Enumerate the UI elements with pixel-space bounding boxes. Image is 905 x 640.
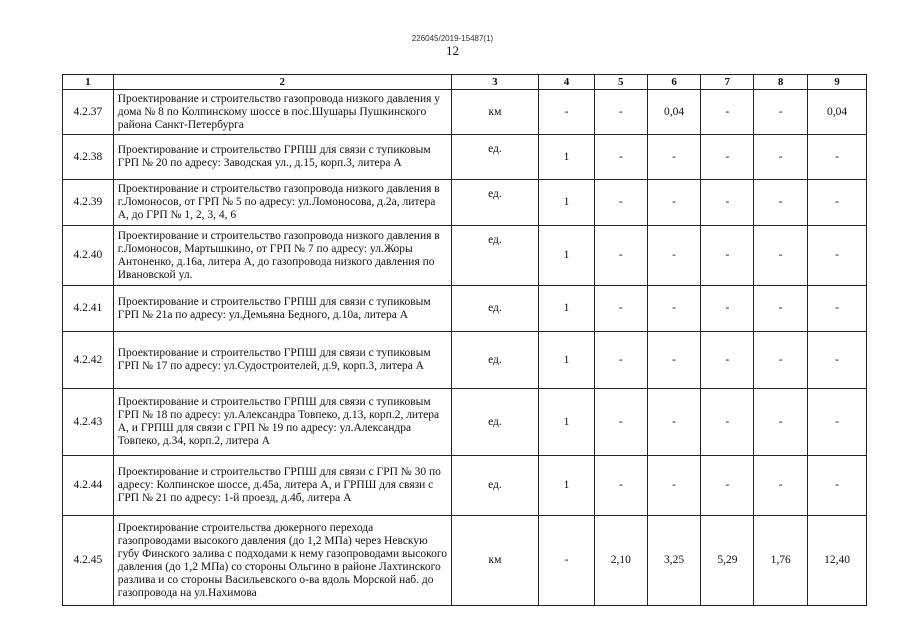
row-value: - [701, 226, 754, 286]
row-value: - [647, 286, 701, 332]
row-value: - [701, 332, 754, 389]
row-number: 4.2.42 [63, 332, 114, 389]
row-value: - [808, 135, 867, 180]
row-value: - [594, 456, 647, 516]
row-unit: ед. [451, 456, 538, 516]
row-value: - [808, 456, 867, 516]
column-header: 4 [539, 75, 595, 90]
row-unit: ед. [451, 389, 538, 456]
row-unit: км [451, 516, 538, 606]
row-value: - [701, 90, 754, 135]
row-value: - [594, 226, 647, 286]
row-value: 1 [539, 135, 595, 180]
row-value: - [754, 286, 808, 332]
row-value: - [594, 332, 647, 389]
row-value: - [701, 135, 754, 180]
row-number: 4.2.40 [63, 226, 114, 286]
table-row [63, 389, 867, 456]
row-description: Проектирование и строительство газопровода низкого давления у дома № 8 по Колпинскому шоссе в пос.Шушары Пушкинского района Санкт-Петербурга [113, 90, 451, 135]
table-row [63, 286, 867, 332]
row-value: - [754, 180, 808, 226]
column-header: 5 [594, 75, 647, 90]
row-description: Проектирование и строительство ГРПШ для связи с тупиковым ГРП № 21а по адресу: ул.Демьяна Бедного, д.10а, литера А [113, 286, 451, 332]
row-value: 0,04 [808, 90, 867, 135]
row-number: 4.2.44 [63, 456, 114, 516]
row-value: - [701, 389, 754, 456]
row-value: - [808, 286, 867, 332]
row-number: 4.2.41 [63, 286, 114, 332]
row-unit: ед. [451, 135, 538, 180]
row-value: - [808, 180, 867, 226]
row-value: 0,04 [647, 90, 701, 135]
row-description: Проектирование и строительство газопровода низкого давления в г.Ломоносов, от ГРП № 5 по адресу: ул.Ломоносова, д.2а, литера А, до ГРП № 1, 2, 3, 4, 6 [113, 180, 451, 226]
row-description: Проектирование строительства дюкерного перехода газопроводами высокого давления (до 1,2 МПа) через Невскую губу Финского залива с подходами к нему газопроводами высокого давления (до 1,2 МПа) со стороны Ольгино в районе Лахтинского разлива и со стороны Васильевского о-ва вдоль Морской наб. до газопровода на ул.Нахимова [113, 516, 451, 606]
row-value: - [808, 332, 867, 389]
table-row [63, 180, 867, 226]
row-value: - [808, 389, 867, 456]
column-header: 2 [113, 75, 451, 90]
row-value: 1,76 [754, 516, 808, 606]
row-value: 1 [539, 389, 595, 456]
row-value: 1 [539, 332, 595, 389]
row-value: - [754, 332, 808, 389]
row-value: - [754, 226, 808, 286]
row-value: - [594, 135, 647, 180]
row-value: - [594, 389, 647, 456]
row-number: 4.2.39 [63, 180, 114, 226]
row-value: - [701, 180, 754, 226]
row-value: 1 [539, 456, 595, 516]
table-row [63, 135, 867, 180]
table-row [63, 90, 867, 135]
column-header: 8 [754, 75, 808, 90]
row-value: - [754, 135, 808, 180]
table-row [63, 226, 867, 286]
column-header: 3 [451, 75, 538, 90]
row-unit: км [451, 90, 538, 135]
row-value: 1 [539, 226, 595, 286]
row-number: 4.2.43 [63, 389, 114, 456]
table-row [63, 332, 867, 389]
row-value: 12,40 [808, 516, 867, 606]
row-value: - [647, 226, 701, 286]
row-value: - [594, 286, 647, 332]
row-description: Проектирование и строительство ГРПШ для связи с ГРП № 30 по адресу: Колпинское шоссе, д.45а, литера А, и ГРПШ для связи с ГРП № 21 по адресу: 1-й проезд, д.4б, литера А [113, 456, 451, 516]
row-description: Проектирование и строительство ГРПШ для связи с тупиковым ГРП № 18 по адресу: ул.Александра Товпеко, д.13, корп.2, литера А, и ГРПШ для связи с ГРП № 19 по адресу: ул.Александра Товпеко, д.34, корп.2, литера А [113, 389, 451, 456]
table-row [63, 516, 867, 606]
row-unit: ед. [451, 226, 538, 286]
row-value: - [594, 180, 647, 226]
row-description: Проектирование и строительство ГРПШ для связи с тупиковым ГРП № 17 по адресу: ул.Судостроителей, д.9, корп.3, литера А [113, 332, 451, 389]
row-unit: ед. [451, 180, 538, 226]
row-value: - [754, 456, 808, 516]
row-value: 5,29 [701, 516, 754, 606]
row-number: 4.2.37 [63, 90, 114, 135]
row-value: - [539, 90, 595, 135]
table-row [63, 456, 867, 516]
row-number: 4.2.38 [63, 135, 114, 180]
row-value: 1 [539, 286, 595, 332]
row-value: 2,10 [594, 516, 647, 606]
row-value: - [539, 516, 595, 606]
investment-program-table [62, 74, 867, 606]
row-value: - [754, 389, 808, 456]
row-value: - [647, 180, 701, 226]
row-value: - [808, 226, 867, 286]
row-value: - [647, 456, 701, 516]
row-value: - [647, 389, 701, 456]
column-header: 7 [701, 75, 754, 90]
column-header: 6 [647, 75, 701, 90]
row-unit: ед. [451, 332, 538, 389]
row-value: - [594, 90, 647, 135]
row-unit: ед. [451, 286, 538, 332]
column-header: 1 [63, 75, 114, 90]
table-header-row [63, 75, 867, 90]
row-value: - [701, 286, 754, 332]
row-value: - [647, 135, 701, 180]
document-id: 226045/2019-15487(1) [411, 34, 494, 43]
row-value: 1 [539, 180, 595, 226]
page-number: 12 [446, 43, 459, 58]
row-value: 3,25 [647, 516, 701, 606]
column-header: 9 [808, 75, 867, 90]
row-description: Проектирование и строительство газопровода низкого давления в г.Ломоносов, Мартышкино, от ГРП № 7 по адресу: ул.Жоры Антоненко, д.16а, литера А, до газопровода низкого давления по Ивановской ул. [113, 226, 451, 286]
row-value: - [647, 332, 701, 389]
row-value: - [754, 90, 808, 135]
row-description: Проектирование и строительство ГРПШ для связи с тупиковым ГРП № 20 по адресу: Заводская ул., д.15, корп.3, литера А [113, 135, 451, 180]
row-number: 4.2.45 [63, 516, 114, 606]
row-value: - [701, 456, 754, 516]
